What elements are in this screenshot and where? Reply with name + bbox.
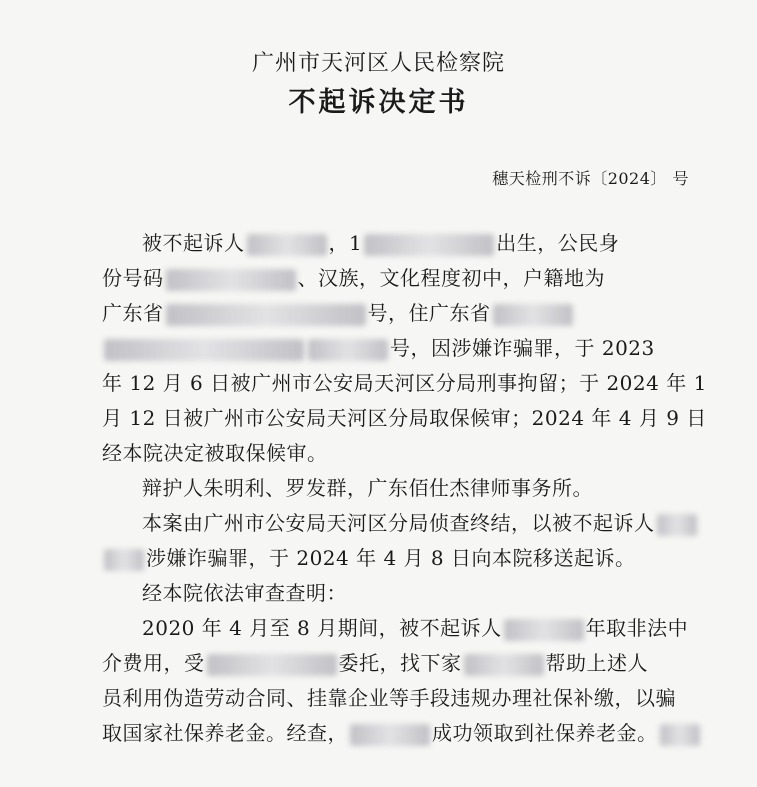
redaction (493, 304, 573, 326)
redaction (464, 654, 544, 676)
paragraph-line (102, 506, 692, 541)
text-fragment: 委托，找下家 (338, 651, 462, 675)
text-fragment: 帮助上述人 (545, 651, 648, 675)
text-fragment: 介费用，受 (102, 651, 205, 675)
redaction (104, 549, 144, 571)
paragraph-line (102, 646, 692, 681)
paragraph-line (102, 716, 692, 751)
redaction (207, 654, 337, 676)
redaction (504, 619, 584, 641)
text-fragment: 涉嫌诈骗罪，于 2024 年 4 月 8 日向本院移送起诉。 (146, 546, 636, 570)
paragraph-line: 月 12 日被广州市公安局天河区分局取保候审；2024 年 4 月 9 日 (102, 406, 707, 430)
redaction (166, 304, 366, 326)
paragraph-line: 员利用伪造劳动合同、挂靠企业等手段违规办理社保补缴，以骗 (102, 686, 676, 710)
text-fragment: 成功领取到社保养老金。 (432, 721, 658, 745)
paragraph-line (102, 261, 692, 296)
text-fragment: ，1 (328, 231, 363, 255)
redaction (660, 724, 700, 746)
document-number: 穗天检刑不诉〔2024〕 号 (492, 169, 689, 188)
document-body (102, 226, 707, 751)
text-fragment: 号，住广东省 (367, 301, 491, 325)
text-fragment: 2020 年 4 月至 8 月期间，被不起诉人 (142, 616, 502, 640)
text-fragment: 取国家社保养老金。经查， (102, 721, 348, 745)
redaction (657, 514, 697, 536)
text-fragment: 份号码 (102, 266, 164, 290)
redaction (364, 234, 494, 256)
paragraph-line (102, 331, 692, 366)
text-fragment: 广东省 (102, 301, 164, 325)
text-fragment: 本案由广州市公安局天河区分局侦查终结，以被不起诉人 (142, 511, 655, 535)
paragraph-line (102, 611, 692, 646)
text-fragment: 被不起诉人 (142, 231, 245, 255)
text-fragment: 、汉族，文化程度初中，户籍地为 (297, 266, 605, 290)
text-fragment: 出生，公民身 (496, 231, 620, 255)
paragraph-line: 经本院决定被取保候审。 (102, 441, 328, 465)
paragraph-line (102, 296, 692, 331)
text-fragment: 年取非法中 (585, 616, 689, 640)
redaction (247, 234, 327, 256)
redaction (104, 339, 304, 361)
document-title: 不起诉决定书 (288, 87, 469, 118)
redaction (350, 724, 430, 746)
redaction (166, 269, 296, 291)
text-fragment: 号，因涉嫌诈骗罪，于 2023 (390, 336, 655, 360)
redaction (308, 339, 388, 361)
paragraph-line: 辩护人朱明利、罗发群，广东佰仕杰律师事务所。 (142, 476, 593, 500)
paragraph-line: 经本院依法审查查明： (142, 581, 347, 605)
issuing-organization: 广州市天河区人民检察院 (251, 51, 505, 76)
paragraph-line (102, 226, 692, 261)
paragraph-line: 年 12 月 6 日被广州市公安局天河区分局刑事拘留；于 2024 年 1 (102, 371, 707, 395)
paragraph-line (102, 541, 692, 576)
